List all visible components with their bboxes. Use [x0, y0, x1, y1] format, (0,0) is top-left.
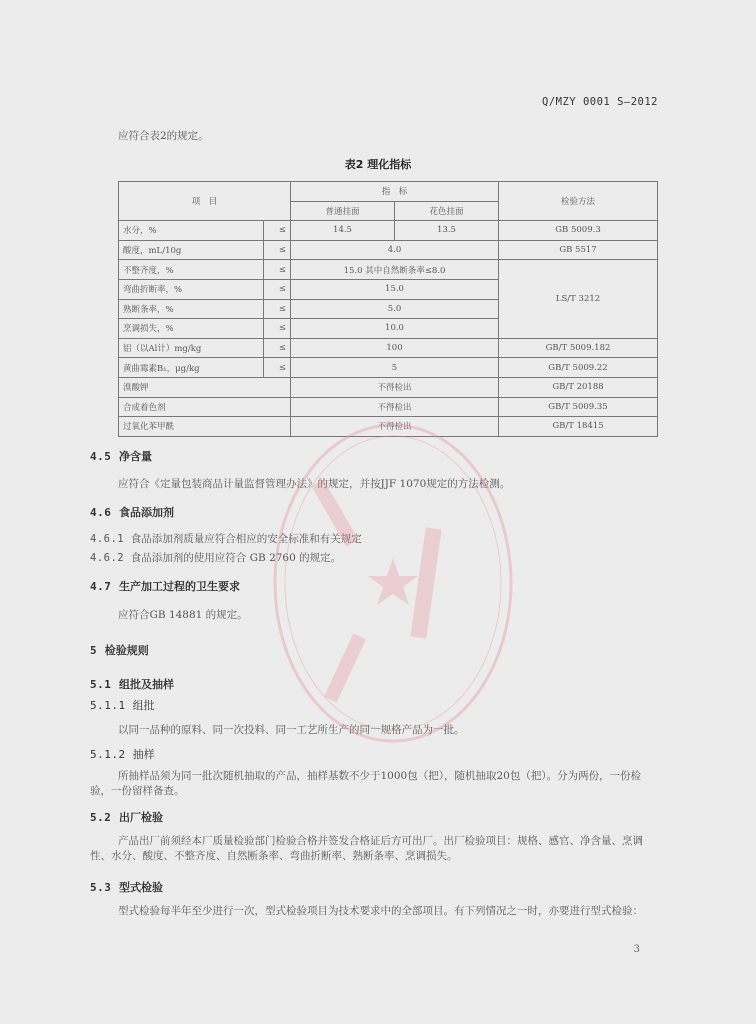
section-title: 净含量	[119, 450, 153, 463]
row-value: 15.0 其中自然断条率≤8.0	[291, 260, 499, 280]
row-le: ≤	[264, 358, 291, 378]
section-number: 4.6	[90, 506, 112, 519]
row-item: 溴酸钾	[119, 377, 291, 397]
section-5-2-text: 产品出厂前须经本厂质量检验部门检验合格并签发合格证后方可出厂。出厂检验项目：规格、感官、净含量、烹调性、水分、酸度、不整齐度、自然断条率、弯曲折断率、熟断条率、烹调损失。	[90, 835, 643, 862]
section-4-5-text: 应符合《定量包装商品计量监督管理办法》的规定，并按JJF 1070规定的方法检测。	[118, 478, 511, 490]
section-4-7-text: 应符合GB 14881 的规定。	[118, 609, 248, 621]
row-le: ≤	[264, 319, 291, 339]
row-le: ≤	[264, 240, 291, 260]
section-title: 食品添加剂	[119, 506, 175, 519]
section-5-2-heading	[90, 809, 163, 825]
section-title: 检验规则	[104, 644, 149, 657]
company-seal-stamp	[268, 418, 518, 748]
clause-number: 4.6.1	[90, 533, 125, 545]
row-color: 13.5	[395, 221, 499, 241]
table-row	[119, 377, 658, 397]
row-value: 不得检出	[291, 417, 499, 437]
section-4-6-2	[90, 550, 341, 565]
section-5-1-1-text: 以同一品种的原料、同一次投料、同一工艺所生产的同一规格产品为一批。	[118, 724, 465, 736]
row-method: GB 5009.3	[499, 221, 658, 241]
section-title: 出厂检验	[119, 811, 164, 824]
table-row	[119, 260, 658, 280]
row-le: ≤	[264, 299, 291, 319]
row-method: GB/T 5009.182	[499, 338, 658, 358]
section-number: 5.1	[90, 678, 112, 691]
row-le: ≤	[264, 260, 291, 280]
section-5-1-1-heading	[90, 697, 155, 713]
physicochemical-table	[118, 181, 658, 437]
section-number: 5.1.2	[90, 748, 126, 761]
row-value: 5	[291, 358, 499, 378]
row-method: GB/T 5009.22	[499, 358, 658, 378]
section-title: 组批及抽样	[119, 678, 175, 691]
row-normal: 14.5	[291, 221, 395, 241]
section-title: 生产加工过程的卫生要求	[119, 580, 241, 593]
row-item: 合成着色剂	[119, 397, 291, 417]
section-5-3-heading	[90, 879, 163, 895]
table-caption: 表2 理化指标	[344, 158, 412, 171]
section-title: 抽样	[132, 748, 155, 761]
clause-text: 食品添加剂的使用应符合 GB 2760 的规定。	[130, 552, 342, 564]
row-value: 不得检出	[291, 377, 499, 397]
clause-text: 食品添加剂质量应符合相应的安全标准和有关规定	[130, 533, 362, 545]
section-5-3-text: 型式检验每半年至少进行一次，型式检验项目为技术要求中的全部项目。有下列情况之一时，亦要进行型式检验：	[118, 905, 643, 917]
row-value: 4.0	[291, 240, 499, 260]
header-color-noodle: 花色挂面	[395, 201, 499, 221]
table-row	[119, 221, 658, 241]
row-item: 过氧化苯甲酰	[119, 417, 291, 437]
row-le: ≤	[264, 338, 291, 358]
section-5-1-2-heading	[90, 746, 155, 762]
section-number: 5.3	[90, 881, 112, 894]
row-item: 不整齐度，%	[119, 260, 264, 280]
section-4-7-heading	[90, 578, 240, 594]
row-le: ≤	[264, 221, 291, 241]
section-5-1-2-text: 所抽样品须为同一批次随机抽取的产品，抽样基数不少于1000包（把），随机抽取20包（把）。分为两份，一份检验，一份留样备查。	[90, 770, 642, 797]
row-item: 铝（以Al计）mg/kg	[119, 338, 264, 358]
section-4-6-1	[90, 531, 362, 546]
row-value: 10.0	[291, 319, 499, 339]
table-row	[119, 240, 658, 260]
row-method: GB 5517	[499, 240, 658, 260]
section-5-1-heading	[90, 676, 174, 692]
row-item: 水分，%	[119, 221, 264, 241]
header-method: 检验方法	[499, 182, 658, 221]
section-4-6-heading	[90, 504, 174, 520]
row-method: GB/T 20188	[499, 377, 658, 397]
row-method: GB/T 18415	[499, 417, 658, 437]
header-normal-noodle: 普通挂面	[291, 201, 395, 221]
row-item: 烹调损失，%	[119, 319, 264, 339]
row-value: 5.0	[291, 299, 499, 319]
section-number: 5.2	[90, 811, 112, 824]
row-method: LS/T 3212	[499, 260, 658, 338]
row-method: GB/T 5009.35	[499, 397, 658, 417]
standard-code-header: Q/MZY 0001 S—2012	[542, 96, 658, 108]
header-index: 指 标	[291, 182, 499, 202]
row-item: 酸度，mL/10g	[119, 240, 264, 260]
section-number: 4.5	[90, 450, 112, 463]
intro-text: 应符合表2的规定。	[118, 130, 209, 142]
table-row	[119, 397, 658, 417]
clause-number: 4.6.2	[90, 552, 125, 564]
row-value: 不得检出	[291, 397, 499, 417]
section-title: 组批	[132, 699, 155, 712]
section-4-5-heading	[90, 448, 152, 464]
header-item: 项 目	[119, 182, 291, 221]
table-row	[119, 358, 658, 378]
row-item: 黄曲霉素B₁，μg/kg	[119, 358, 264, 378]
row-le: ≤	[264, 279, 291, 299]
row-item: 熟断条率，%	[119, 299, 264, 319]
section-number: 4.7	[90, 580, 112, 593]
row-value: 100	[291, 338, 499, 358]
section-5-heading	[90, 642, 149, 658]
table-header-row	[119, 182, 658, 202]
page-number: 3	[633, 944, 640, 955]
table-row	[119, 338, 658, 358]
section-number: 5	[90, 644, 98, 657]
row-value: 15.0	[291, 279, 499, 299]
section-number: 5.1.1	[90, 699, 126, 712]
section-title: 型式检验	[119, 881, 164, 894]
table-row	[119, 417, 658, 437]
row-item: 弯曲折断率，%	[119, 279, 264, 299]
